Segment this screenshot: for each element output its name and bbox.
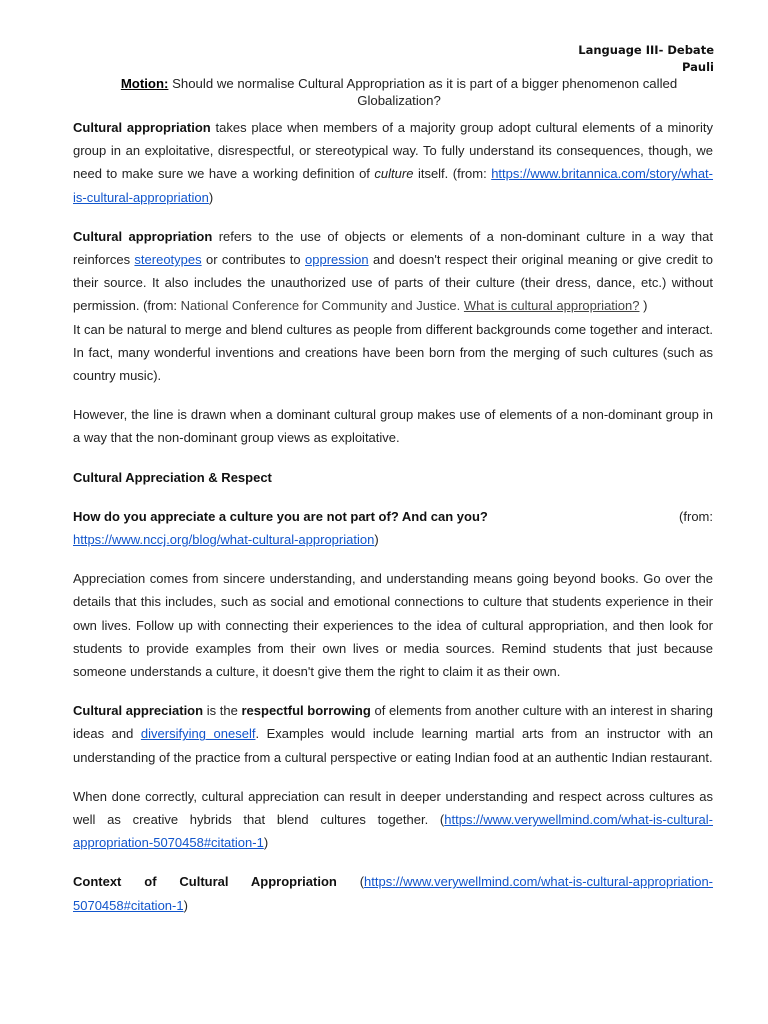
heading-appreciation-respect: [73, 466, 713, 489]
paragraph-text: refers to the use of objects or elements of a non-dominant culture in a way that reinforces: [73, 228, 713, 268]
paragraph-text: is the: [203, 703, 242, 719]
term-bold: Cultural appropriation: [73, 228, 213, 244]
term-bold: Cultural appreciation: [73, 703, 204, 719]
paragraph-text: (: [336, 874, 365, 890]
paragraph-text: takes place when members of a majority group adopt cultural elements of a minority group in an exploitative, disrespectful, or stereotypical way. To fully understand its consequences, though, we need to make sure we have a working definition of: [73, 120, 713, 182]
paragraph-done-correctly: [73, 785, 713, 855]
paragraph-merging-cultures: It can be natural to merge and blend cultures as people from different backgrounds come together and interact. In fact, many wonderful inventions and creations have been born from the merging of such cultures (such as country music).: [73, 321, 713, 384]
britannica-link[interactable]: https://www.britannica.com/story/what-is-cultural-appropriation: [73, 166, 714, 205]
nccj-link[interactable]: https://www.nccj.org/blog/what-cultural-appropriation: [73, 532, 375, 548]
paragraph-appreciation-definition: [73, 699, 713, 769]
paragraph-text: . Examples would include learning martial arts from an instructor with an understanding of the practice from a cultural perspective or eating Indian food at an authentic Indian restaurant.: [73, 726, 714, 765]
question-source: [73, 528, 713, 551]
verywellmind-context-link[interactable]: https://www.verywellmind.com/what-is-cultural-appropriation-5070458#citation-1: [73, 874, 713, 913]
what-is-cultural-appropriation-link[interactable]: What is cultural appropriation?: [463, 298, 640, 314]
source-name: National Conference for Community and Justice.: [180, 298, 461, 314]
paragraph-text: itself. (from:: [413, 166, 492, 182]
paragraph-text: ): [374, 532, 379, 548]
motion-label: Motion:: [120, 76, 169, 91]
diversifying-oneself-link[interactable]: diversifying oneself: [140, 726, 256, 742]
paragraph-text: or contributes to: [201, 252, 305, 268]
motion-text: Should we normalise Cultural Appropriation as it is part of a bigger phenomenon called Globalization?: [168, 76, 678, 108]
document-header: [578, 42, 714, 76]
motion-statement: [90, 75, 708, 109]
italic-term: culture: [374, 166, 414, 182]
question-from: (from:: [679, 508, 713, 524]
paragraph-text: ): [263, 835, 269, 851]
question-row: [73, 505, 713, 528]
oppression-link[interactable]: oppression: [305, 252, 369, 268]
paragraph-appreciation-understanding: Appreciation comes from sincere understanding, and understanding means going beyond books. Go over the details that this includes, such as social and emotional connections to culture that students experience in their own lives. Follow up with connecting their experiences to the idea of cultural appropriation, and then look for students to provide examples from their own lives or media sources. Remind students that just because someone understands a culture, it doesn't give them the right to claim it as their own.: [73, 571, 713, 680]
stereotypes-link[interactable]: stereotypes: [134, 252, 202, 268]
question-block: [73, 505, 713, 551]
term-bold: Cultural appropriation: [73, 120, 211, 135]
paragraph-appropriation-definition-2: [73, 225, 713, 318]
term-bold: respectful borrowing: [241, 703, 371, 719]
question-text: How do you appreciate a culture you are not part of? And can you?: [73, 508, 488, 524]
paragraph-text: and doesn't respect their original meaning or give credit to their source. It also includes the unauthorized use of parts of their culture (their dress, dance, etc.) without permission. (from:: [73, 252, 713, 314]
heading-context: [73, 870, 713, 916]
paragraph-text: When done correctly, cultural appreciation can result in deeper understanding and respect across cultures as well as creative hybrids that blend cultures together. (: [73, 788, 713, 828]
header-name: Pauli: [682, 60, 714, 74]
header-course: Language III- Debate: [578, 43, 714, 57]
heading-text: Cultural Appreciation & Respect: [73, 469, 272, 485]
document-body: [73, 116, 713, 917]
paragraph-appropriation-definition-1: [73, 116, 713, 209]
verywellmind-link[interactable]: https://www.verywellmind.com/what-is-cultural-appropriation-5070458#citation-1: [73, 812, 713, 851]
paragraph-text: ): [639, 298, 648, 314]
paragraph-text: of elements from another culture with an interest in sharing ideas and: [73, 703, 713, 742]
paragraph-line-drawn: However, the line is drawn when a dominant cultural group makes use of elements of a non-dominant group in a way that the non-dominant group views as exploitative.: [73, 407, 713, 446]
paragraph-text: ): [183, 897, 188, 913]
paragraph-text: ): [208, 189, 214, 205]
term-bold: Context of Cultural Appropriation: [73, 874, 337, 890]
